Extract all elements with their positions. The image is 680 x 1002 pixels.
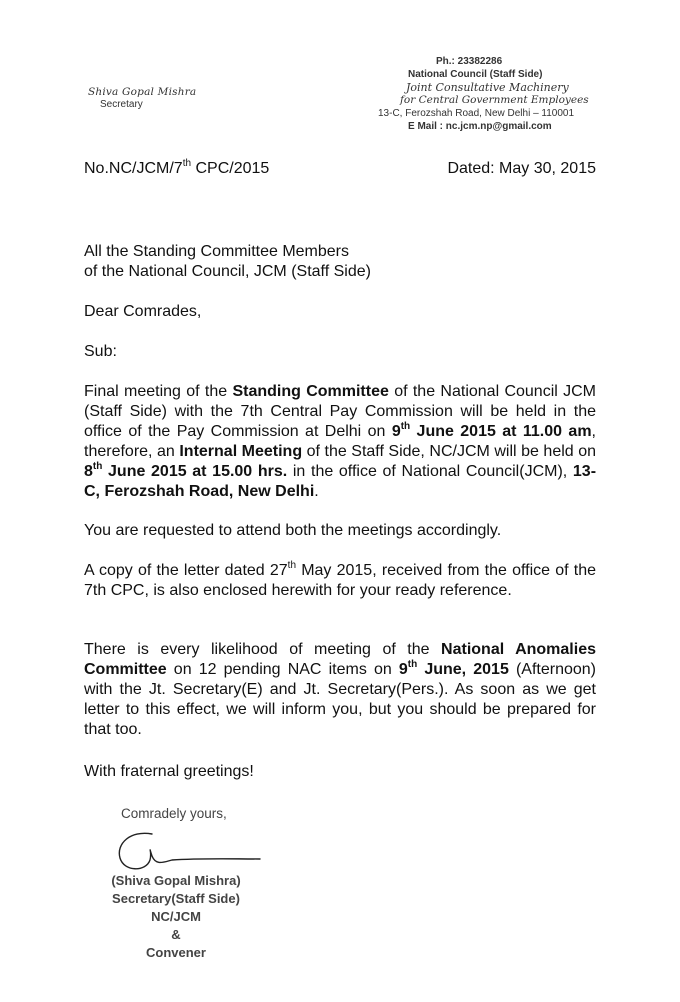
letterhead-org: National Council (Staff Side)	[408, 69, 543, 80]
signature-details	[96, 872, 256, 962]
letterhead-role: Secretary	[100, 99, 143, 110]
letterhead-email: E Mail : nc.jcm.np@gmail.com	[408, 121, 552, 132]
closing-greeting: With fraternal greetings!	[84, 763, 254, 780]
letterhead-right	[378, 55, 618, 133]
letterhead-phone: Ph.: 23382286	[436, 56, 503, 67]
subject-label: Sub:	[84, 343, 117, 360]
salutation: Dear Comrades,	[84, 303, 202, 320]
paragraph-copy: A copy of the letter dated 27th May 2015, received from the office of the 7th CPC, is also enclosed herewith for your ready reference.	[84, 559, 596, 599]
paragraph-attend: You are requested to attend both the meetings accordingly.	[84, 522, 502, 539]
comradely-yours: Comradely yours,	[121, 806, 227, 821]
signatory-role: Convener	[146, 945, 206, 960]
paragraph-meeting: Final meeting of the Standing Committee of the National Council JCM (Staff Side) with the 7th Central Pay Commission will be held in the office of the Pay Commission at Delhi on 9th June 2015 at 11.00 am, therefore, an Internal Meeting of the Staff Side, NC/JCM will be held on 8th June 2015 at 15.00 hrs. in the office of National Council(JCM), 13-C, Ferozshah Road, New Delhi.	[84, 383, 597, 500]
reference-number: No.NC/JCM/7th CPC/2015	[84, 157, 270, 177]
addressee-line-1: All the Standing Committee Members	[84, 243, 349, 260]
reference-row	[84, 157, 596, 182]
letterhead-name: Shiva Gopal Mishra	[88, 86, 197, 98]
signatory-ampersand: &	[171, 927, 181, 942]
letterhead-for-cge: for Central Government Employees	[400, 94, 589, 106]
addressee-line-2: of the National Council, JCM (Staff Side)	[84, 263, 371, 280]
addressee	[84, 242, 596, 282]
paragraph-anomalies: There is every likelihood of meeting of the National Anomalies Committee on 12 pending NAC items on 9th June, 2015 (Afternoon) with the Jt. Secretary(E) and Jt. Secretary(Pers.). As soon as we get letter to this effect, we will inform you, but you should be prepared for that too.	[84, 641, 596, 738]
signatory-org: NC/JCM	[151, 909, 201, 924]
signatory-name: (Shiva Gopal Mishra)	[111, 873, 241, 888]
letter-date: Dated: May 30, 2015	[447, 160, 596, 177]
letterhead-address: 13-C, Ferozshah Road, New Delhi – 110001	[378, 108, 575, 119]
signatory-title: Secretary(Staff Side)	[112, 891, 240, 906]
letterhead-left	[88, 86, 248, 110]
letterhead-jcm: Joint Consultative Machinery	[406, 81, 569, 94]
